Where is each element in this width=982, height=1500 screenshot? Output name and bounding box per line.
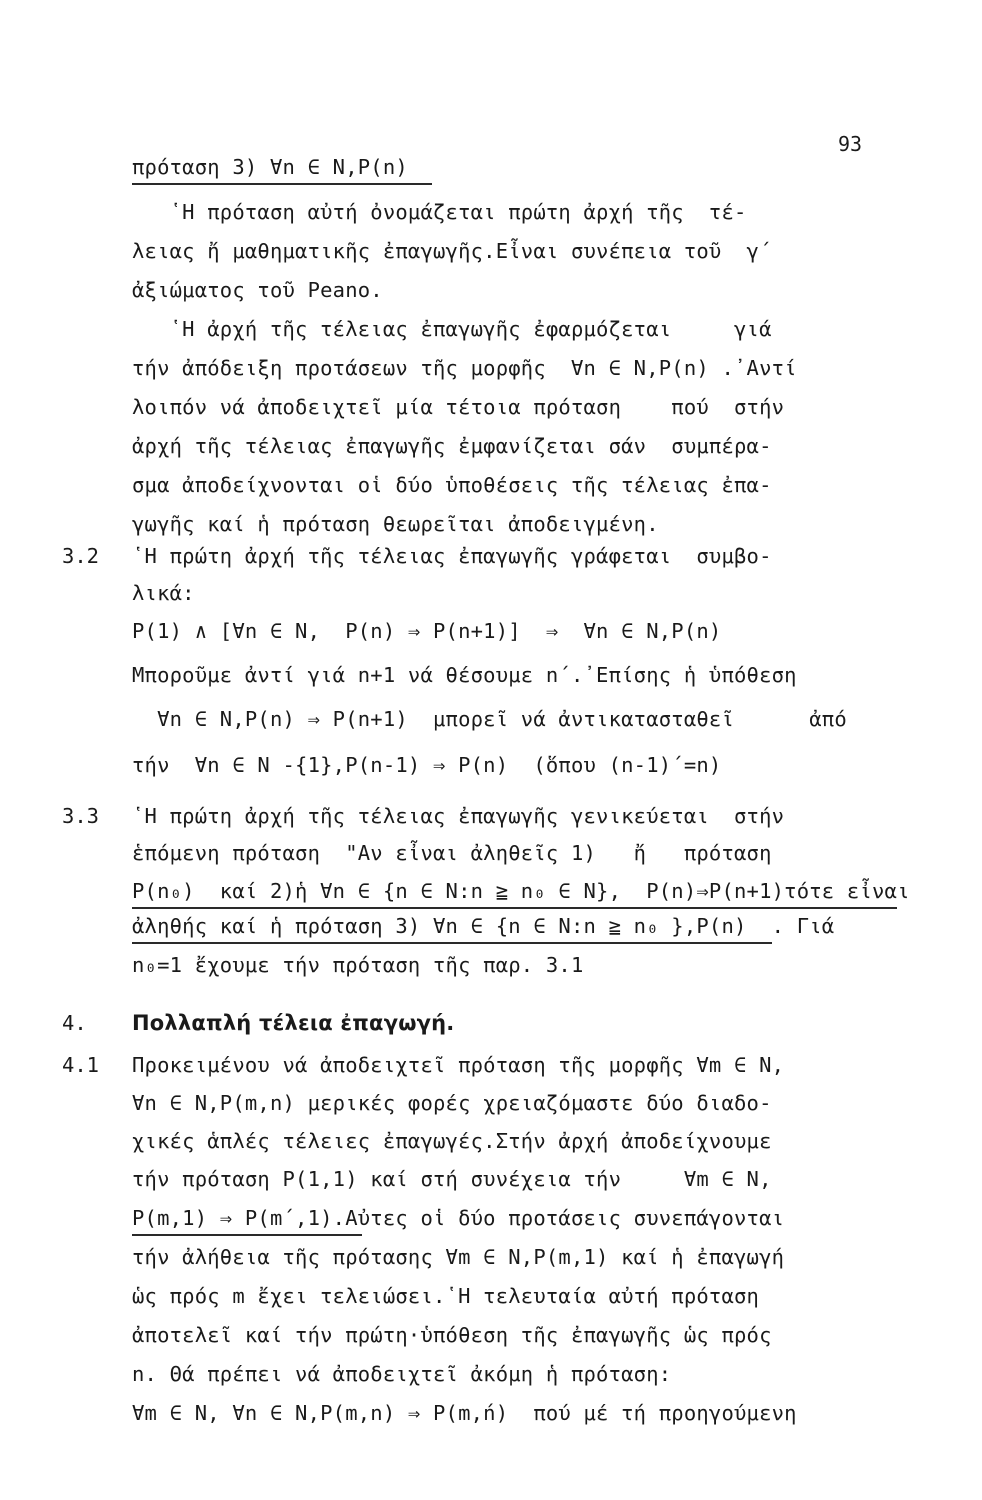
text-line: σμα ἀποδείχνονται οἱ δύο ὑποθέσεις τῆς τέλειας ἐπα- <box>132 473 772 497</box>
text-line: ∀n ∈ N,P(m,n) μερικές φορές χρειαζόμαστε δύο διαδο- <box>132 1091 772 1115</box>
text-line: Μποροῦμε ἀντί γιά n+1 νά θέσουμε n΄.᾿Επίσης ἡ ὑπόθεση <box>132 663 797 687</box>
text-line: λικά: <box>132 581 195 605</box>
text-line: ῾Η πρώτη ἀρχή τῆς τέλειας ἐπαγωγῆς γράφεται συμβο- <box>132 544 772 568</box>
text-line: τήν πρόταση P(1,1) καί στή συνέχεια τήν ∀m ∈ N, <box>132 1167 772 1191</box>
text-line: ἀποτελεῖ καί τήν πρώτη·ὑπόθεση τῆς ἐπαγωγῆς ὡς πρός <box>132 1323 772 1347</box>
page-number: 93 <box>838 132 863 156</box>
section-number: 3.3 <box>62 804 100 828</box>
text-line: λοιπόν νά ἀποδειχτεῖ μία τέτοια πρόταση πού στήν <box>132 395 785 419</box>
text-line: P(n₀) καί 2)ἡ ∀n ∈ {n ∈ N:n ≧ n₀ ∈ N}, P(n)⇒P(n+1)τότε εἶναι <box>132 879 910 903</box>
underline-rule <box>132 1234 362 1236</box>
text-line: πρόταση 3) ∀n ∈ N,P(n) <box>132 155 408 179</box>
section-number: 4.1 <box>62 1053 100 1077</box>
section-number: 4. <box>62 1011 87 1035</box>
text-line: ὡς πρός m ἔχει τελειώσει.῾Η τελευταία αὐτή πρόταση <box>132 1284 760 1308</box>
text-line: ῾Η πρώτη ἀρχή τῆς τέλειας ἐπαγωγῆς γενικεύεται στήν <box>132 804 785 828</box>
text-line: τήν ∀n ∈ N -{1},P(n-1) ⇒ P(n) (ὅπου (n-1)΄=n) <box>132 753 722 777</box>
text-line: λειας ἤ μαθηματικῆς ἐπαγωγῆς.Εἶναι συνέπεια τοῦ γ΄ <box>132 239 772 263</box>
formula-line: P(1) ∧ [∀n ∈ N, P(n) ⇒ P(n+1)] ⇒ ∀n ∈ N,P(n) <box>132 619 722 643</box>
section-heading: Πολλαπλή τέλεια ἐπαγωγή. <box>132 1011 455 1035</box>
section-number: 3.2 <box>62 544 100 568</box>
text-line: γωγῆς καί ἡ πρόταση θεωρεῖται ἀποδειγμένη. <box>132 512 659 536</box>
text-line: τήν ἀλήθεια τῆς πρότασης ∀m ∈ N,P(m,1) καί ἡ ἐπαγωγή <box>132 1245 785 1269</box>
text-line: n. Θά πρέπει νά ἀποδειχτεῖ ἀκόμη ἡ πρόταση: <box>132 1362 672 1386</box>
text-line: χικές ἁπλές τέλειες ἐπαγωγές.Στήν ἀρχή ἀποδείχνουμε <box>132 1129 772 1153</box>
text-line: ἀληθής καί ἡ πρόταση 3) ∀n ∈ {n ∈ N:n ≧ n₀ },P(n) . Γιά <box>132 914 835 938</box>
text-line: n₀=1 ἔχουμε τήν πρόταση τῆς παρ. 3.1 <box>132 953 584 977</box>
text-line: ∀n ∈ N,P(n) ⇒ P(n+1) μπορεῖ νά ἀντικατασταθεῖ ἀπό <box>132 707 847 731</box>
text-line: ῾Η πρόταση αὐτή ὀνομάζεται πρώτη ἀρχή τῆς τέ- <box>132 200 747 224</box>
underline-rule <box>132 183 432 185</box>
text-line: ἀξιώματος τοῦ Peano. <box>132 278 383 302</box>
text-line: ἑπόμενη πρόταση "Αν εἶναι ἀληθεῖς 1) ἤ πρόταση <box>132 841 772 865</box>
underline-rule <box>132 942 772 944</box>
text-line: ἀρχή τῆς τέλειας ἐπαγωγῆς ἐμφανίζεται σάν συμπέρα- <box>132 434 772 458</box>
underline-rule <box>132 907 897 909</box>
text-line: τήν ἀπόδειξη προτάσεων τῆς μορφῆς ∀n ∈ N,P(n) .᾿Αντί <box>132 356 797 380</box>
text-line: ∀m ∈ N, ∀n ∈ N,P(m,n) ⇒ P(m,ń) πού μέ τή προηγούμενη <box>132 1401 797 1425</box>
text-line: Προκειμένου νά ἀποδειχτεῖ πρόταση τῆς μορφῆς ∀m ∈ N, <box>132 1053 785 1077</box>
text-line: P(m,1) ⇒ P(m΄,1).Αὐτες οἱ δύο προτάσεις συνεπάγονται <box>132 1206 785 1230</box>
text-line: ῾Η ἀρχή τῆς τέλειας ἐπαγωγῆς ἐφαρμόζεται γιά <box>132 317 772 341</box>
